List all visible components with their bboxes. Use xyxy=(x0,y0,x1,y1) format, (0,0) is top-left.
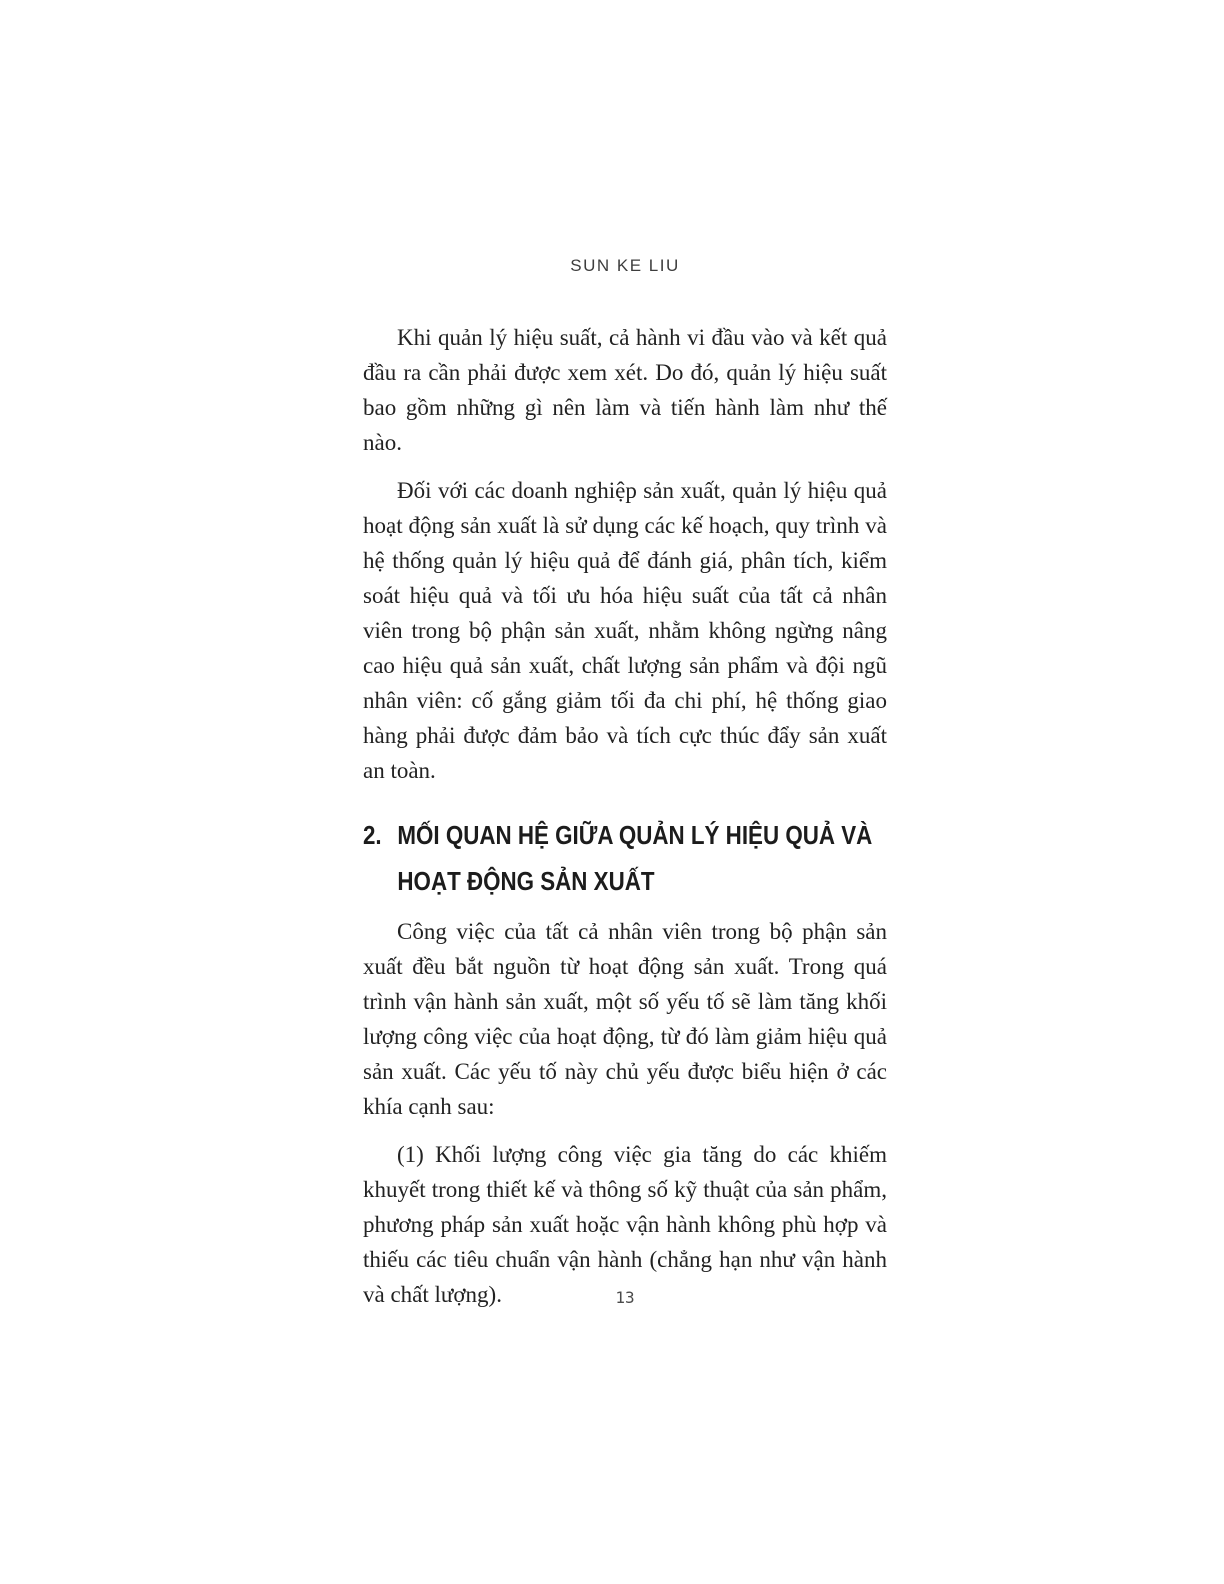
page-number: 13 xyxy=(615,1288,635,1307)
section-heading xyxy=(363,812,887,904)
section-heading-title: MỐI QUAN HỆ GIỮA QUẢN LÝ HIỆU QUẢ VÀ HOẠT ĐỘNG SẢN XUẤT xyxy=(397,820,873,896)
text-block xyxy=(363,320,887,1325)
paragraph: Công việc của tất cả nhân viên trong bộ phận sản xuất đều bắt nguồn từ hoạt động sản xuất. Trong quá trình vận hành sản xuất, một số yếu tố sẽ làm tăng khối lượng công việc của hoạt động, từ đó làm giảm hiệu quả sản xuất. Các yếu tố này chủ yếu được biểu hiện ở các khía cạnh sau: xyxy=(363,919,887,1119)
paragraph: (1) Khối lượng công việc gia tăng do các khiếm khuyết trong thiết kế và thông số kỹ thuật của sản phẩm, phương pháp sản xuất hoặc vận hành không phù hợp và thiếu các tiêu chuẩn vận hành (chẳng hạn như vận hành và chất lượng). xyxy=(363,1142,887,1307)
paragraph: Khi quản lý hiệu suất, cả hành vi đầu vào và kết quả đầu ra cần phải được xem xét. Do đó, quản lý hiệu suất bao gồm những gì nên làm và tiến hành làm như thế nào. xyxy=(363,325,887,455)
section-heading-number: 2. xyxy=(363,820,382,850)
paragraph: Đối với các doanh nghiệp sản xuất, quản lý hiệu quả hoạt động sản xuất là sử dụng các kế hoạch, quy trình và hệ thống quản lý hiệu quả để đánh giá, phân tích, kiểm soát hiệu quả và tối ưu hóa hiệu suất của tất cả nhân viên trong bộ phận sản xuất, nhằm không ngừng nâng cao hiệu quả sản xuất, chất lượng sản phẩm và đội ngũ nhân viên: cố gắng giảm tối đa chi phí, hệ thống giao hàng phải được đảm bảo và tích cực thúc đẩy sản xuất an toàn. xyxy=(363,478,887,783)
running-header: SUN KE LIU xyxy=(570,256,680,275)
